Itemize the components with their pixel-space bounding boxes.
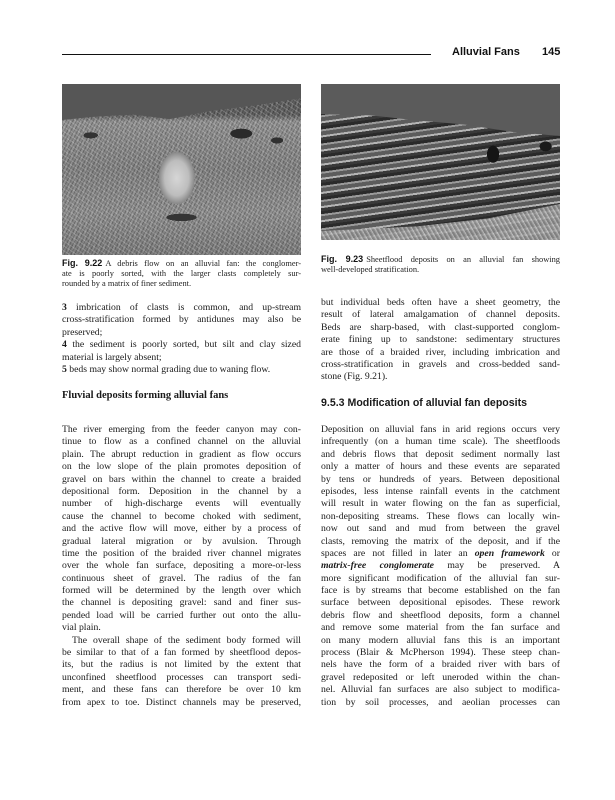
text-segment: gravel redeposited or left uneroded within the chan- (321, 671, 560, 683)
text-line (321, 309, 560, 321)
text-segment: surface between depositional episodes. These rework (321, 597, 560, 609)
text-line (321, 697, 560, 709)
text-line (62, 461, 301, 473)
text-segment: time the position of the braided river channel migrates (62, 547, 301, 559)
text-segment: nels have the form of a braided river with bars of (321, 659, 560, 671)
text-line (321, 254, 560, 265)
text-line (321, 334, 560, 346)
figure-caption-9-22 (62, 258, 301, 290)
text-line (62, 684, 301, 696)
text-line (321, 536, 560, 548)
text-line (62, 327, 301, 339)
text-line (321, 585, 560, 597)
text-segment: formed will be determined by the length over which (62, 585, 301, 597)
text-line (62, 659, 301, 671)
text-line (321, 523, 560, 535)
text-segment: the sediment is poorly sorted, but silt and clay sized (66, 339, 301, 351)
text-line (321, 511, 560, 523)
text-segment: tion by soil processes, and aeolian processes can (321, 696, 560, 708)
text-segment: gravel on bars within the channel to create a braided (62, 473, 301, 485)
text-segment: beds may show normal grading due to waning flow. (66, 363, 271, 375)
text-segment: process (Blair & McPherson 1994). These steep chan- (321, 647, 560, 659)
text-line (62, 647, 301, 659)
text-segment: The river emerging from the feeder canyon may con- (62, 424, 301, 435)
text-segment: the channel is depositing gravel: sand and finer sus- (62, 597, 301, 609)
text-segment: well-developed stratification. (321, 264, 420, 274)
text-segment: Beds are sharp-based, with clast-supported conglom- (321, 321, 560, 333)
text-line (62, 585, 301, 597)
text-line (321, 359, 560, 371)
text-line (62, 314, 301, 326)
text-line (321, 498, 560, 510)
text-segment: infrequently (on a human time scale). The sheetfloods (321, 436, 560, 448)
text-segment: ate is poorly sorted, with the larger clasts completely sur- (62, 268, 301, 278)
numbered-list (62, 302, 301, 376)
text-segment: its, but the radius is not limited by the extent that (62, 659, 301, 671)
emphasis-text: matrix-free conglomerate (321, 560, 434, 572)
text-segment: gradual lateral migration or by avulsion. Through (62, 535, 301, 547)
emphasis-text: 4 (62, 339, 67, 351)
text-line (321, 461, 560, 473)
text-segment: vial plain. (62, 622, 101, 634)
text-segment: depositional form. Deposition in the channel by a (62, 485, 301, 497)
text-segment: pended load will be carried further out onto the allu- (62, 609, 301, 621)
text-segment: episodes, less intense rainfall events in the catchment (321, 485, 560, 497)
figure-caption-9-23 (321, 254, 560, 275)
text-segment: continuous sheet of gravel. The radius of the fan (62, 572, 301, 584)
text-line (321, 322, 560, 334)
emphasis-text: open framework (474, 547, 545, 559)
text-line (321, 622, 560, 634)
text-line (62, 258, 301, 269)
text-segment: but individual beds often have a sheet geometry, the (321, 297, 560, 308)
text-segment: stone (Fig. 9.21). (321, 371, 388, 383)
text-line (321, 610, 560, 622)
text-segment: clasts, removing the matrix of the deposit, and if the (321, 535, 560, 547)
text-line (62, 511, 301, 523)
text-line (62, 486, 301, 498)
text-segment: only a matter of hours and these events are separated (321, 461, 560, 473)
text-line (321, 486, 560, 498)
text-segment: plain. The abrupt reduction in gradient as flow occurs (62, 448, 301, 460)
text-segment: imbrication of clasts is common, and up-stream (66, 302, 301, 313)
text-segment: spaces are not filled in later an (321, 547, 475, 559)
text-segment: now out sand and mud from between the gravel (321, 523, 560, 535)
text-segment: more significant modification of the alluvial fan sur- (321, 572, 560, 584)
text-line (62, 597, 301, 609)
text-line (321, 371, 560, 383)
text-line (321, 347, 560, 359)
text-line (62, 279, 301, 290)
text-segment: are those of a braided river, including imbrication and (321, 346, 560, 358)
text-line (321, 597, 560, 609)
text-segment: will result in water flowing on the fan as superficial, (321, 498, 560, 510)
photo-sheetflood-stratification (321, 84, 560, 240)
text-segment: unconfined sheetflood processes can transport sedi- (62, 671, 301, 683)
text-segment: erate fining up to sandstone: sedimentary structures (321, 334, 560, 346)
running-header-title: Alluvial Fans (452, 46, 520, 58)
text-line (62, 536, 301, 548)
text-line (62, 474, 301, 486)
text-line (321, 560, 560, 572)
text-line (62, 548, 301, 560)
photo-debris-flow-boulder (62, 84, 301, 255)
text-segment: and remove some material from the fan surface and (321, 622, 560, 634)
photo-sky (62, 84, 301, 129)
text-line (321, 573, 560, 585)
text-line (62, 364, 301, 376)
text-segment: debris flow and sheetflood deposits, form a channel (321, 609, 560, 621)
photo-scree (321, 204, 560, 240)
text-segment: over the whole fan surface, depositing a more-or-less (62, 560, 301, 572)
text-line (62, 573, 301, 585)
text-segment: material is largely absent; (62, 351, 162, 363)
right-column-body (321, 424, 560, 709)
text-line (62, 523, 301, 535)
text-line (62, 635, 301, 647)
text-segment: ment, and these fans can therefore be over 10 km (62, 684, 301, 696)
text-segment: and debris flows that deposit sediment normally last (321, 448, 560, 460)
text-segment: cross-stratification formed by antidunes may also be (62, 314, 301, 326)
text-segment: face is by streams that become established on the fan (321, 585, 560, 597)
text-line (321, 635, 560, 647)
text-segment: tinue to flow as a confined channel on the alluvial (62, 436, 301, 448)
text-segment: cause the channel to become choked with sediment, (62, 510, 301, 522)
text-line (321, 449, 560, 461)
header-rule (62, 54, 431, 55)
section-heading-9-5-3: 9.5.3 Modification of alluvial fan deposits (321, 397, 528, 409)
figure-label: Fig. 9.23 (321, 254, 364, 264)
text-line (321, 548, 560, 560)
text-line (321, 297, 560, 309)
text-line (62, 498, 301, 510)
text-segment: on the low slope of the plain promotes deposition of (62, 461, 301, 473)
text-segment: number of high-discharge events will eventually (62, 498, 301, 510)
text-segment: from apex to toe. Distinct channels may be preserved, (62, 696, 301, 708)
text-line (321, 684, 560, 696)
text-segment: preserved; (62, 326, 103, 338)
text-segment: on many modern alluvial fans this is an important (321, 634, 560, 646)
photo-sky (321, 84, 560, 136)
text-segment: and the active flow will move, either by a process of (62, 523, 301, 535)
text-line (62, 672, 301, 684)
emphasis-text: 5 (62, 363, 67, 375)
text-line (62, 302, 301, 314)
text-line (62, 436, 301, 448)
text-line (62, 339, 301, 351)
page-number: 145 (542, 46, 561, 58)
text-line (321, 265, 560, 276)
text-segment: A debris flow on an alluvial fan: the conglomer- (105, 259, 301, 268)
text-segment: non-depositing streams. These flows can locally win- (321, 510, 560, 522)
text-line (321, 647, 560, 659)
figure-label: Fig. 9.22 (62, 258, 103, 268)
text-segment: Deposition on alluvial fans in arid regions occurs very (321, 424, 560, 435)
text-line (321, 436, 560, 448)
text-line (321, 424, 560, 436)
text-line (62, 697, 301, 709)
text-segment: cross-stratification in gravels and cross-bedded sand- (321, 358, 560, 370)
emphasis-text: 3 (62, 302, 67, 313)
section-heading-fluvial-deposits: Fluvial deposits forming alluvial fans (62, 390, 229, 401)
text-line (62, 269, 301, 280)
text-line (62, 352, 301, 364)
text-line (321, 659, 560, 671)
left-column-body (62, 424, 301, 709)
text-segment: rounded by a matrix of finer sediment. (62, 279, 192, 289)
text-line (321, 474, 560, 486)
text-line (62, 560, 301, 572)
text-segment: may be preserved. A (433, 560, 560, 572)
right-column-intro (321, 297, 560, 384)
text-segment: The overall shape of the sediment body formed will (72, 634, 301, 646)
text-line (62, 449, 301, 461)
text-segment: Sheetflood deposits on an alluvial fan showing (366, 255, 560, 264)
text-segment: or (544, 547, 560, 559)
text-line (62, 610, 301, 622)
text-line (62, 424, 301, 436)
text-segment: be similar to that of a fan formed by sheetflood depos- (62, 647, 301, 659)
text-line (321, 672, 560, 684)
text-segment: result of lateral amalgamation of channel deposits. (321, 309, 560, 321)
text-segment: nel. Alluvial fan surfaces are also subject to modifica- (321, 684, 560, 696)
text-line (62, 622, 301, 634)
text-segment: by tens or hundreds of years. Between depositional (321, 473, 560, 485)
